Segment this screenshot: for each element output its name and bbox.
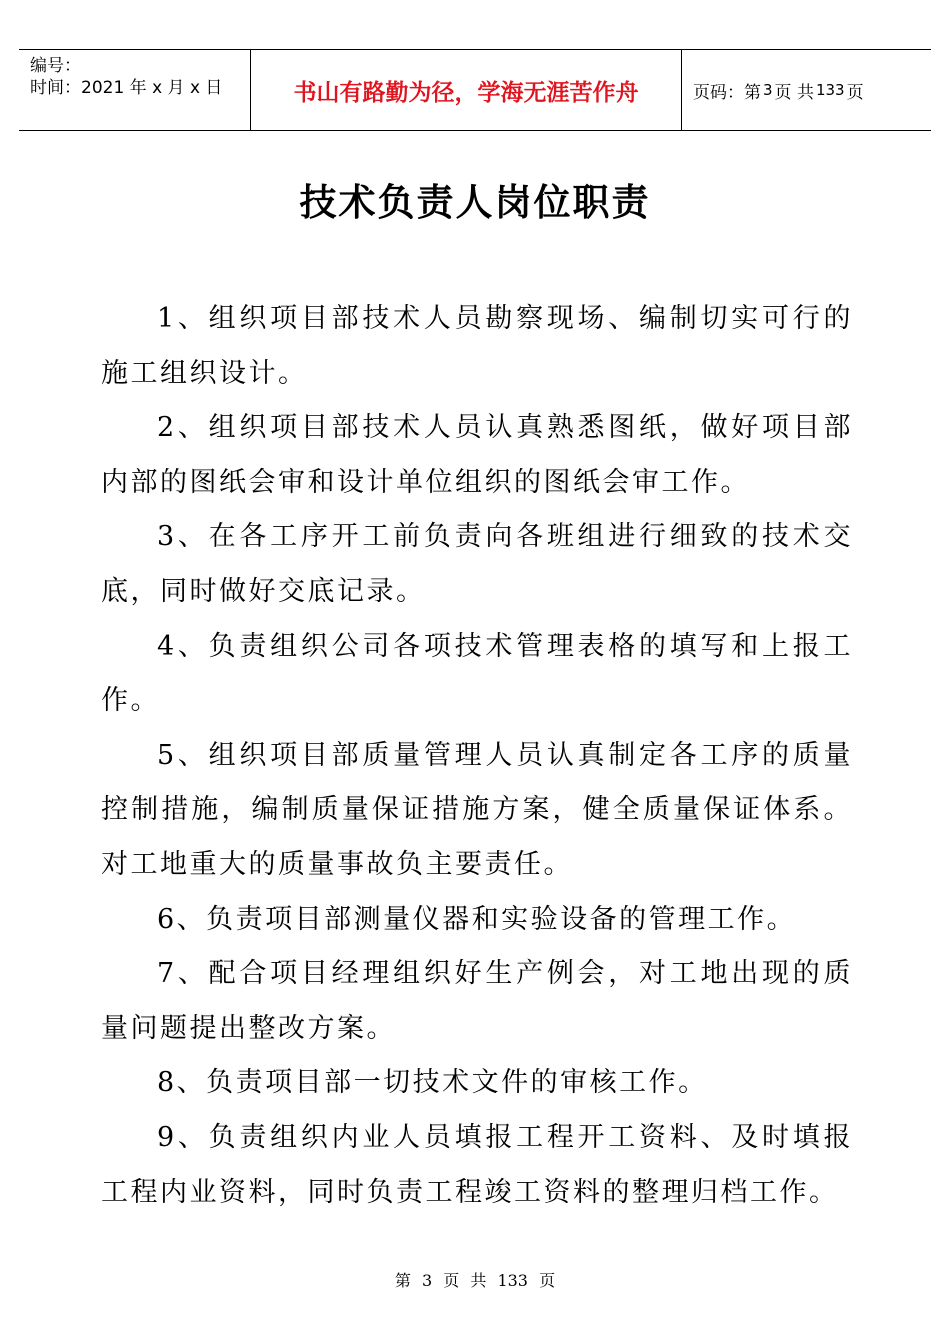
page-label-middle: 页 共 <box>774 82 814 103</box>
header-motto: 书山有路勤为径，学海无涯苦作舟 <box>251 50 682 130</box>
duty-item-8: 8、负责项目部一切技术文件的审核工作。 <box>157 1067 708 1099</box>
doc-time-label: 时间：2021 年 x 月 x 日 <box>30 78 223 98</box>
page-current: 3 <box>763 81 773 99</box>
doc-number-label: 编号： <box>30 56 81 76</box>
duty-item-4: 4、负责组织公司各项技术管理表格的填写和上报工作。 <box>101 630 853 717</box>
duty-item-2: 2、组织项目部技术人员认真熟悉图纸，做好项目部内部的图纸会审和设计单位组织的图纸会审工作。 <box>101 412 853 498</box>
page-footer: 第 3 页 共 133 页 <box>394 1271 556 1290</box>
page-label-suffix: 页 <box>846 82 864 103</box>
document-header <box>19 49 931 131</box>
duty-item-6: 6、负责项目部测量仪器和实验设备的管理工作。 <box>157 903 797 935</box>
duty-item-7: 7、配合项目经理组织好生产例会，对工地出现的质量问题提出整改方案。 <box>101 958 853 1044</box>
page-total: 133 <box>815 81 845 99</box>
header-page-info <box>682 50 931 130</box>
duty-item-3: 3、在各工序开工前负责向各班组进行细致的技术交底，同时做好交底记录。 <box>101 521 853 607</box>
page-title: 技术负责人岗位职责 <box>299 181 651 224</box>
duty-list <box>101 292 853 1220</box>
duty-item-5: 5、组织项目部质量管理人员认真制定各工序的质量控制措施，编制质量保证措施方案，健全质量保证体系。对工地重大的质量事故负主要责任。 <box>101 739 853 880</box>
duty-item-9: 9、负责组织内业人员填报工程开工资料、及时填报工程内业资料，同时负责工程竣工资料的整理归档工作。 <box>101 1121 853 1208</box>
page-label-prefix: 页码：第 <box>693 82 761 103</box>
header-meta <box>19 50 251 130</box>
duty-item-1: 1、组织项目部技术人员勘察现场、编制切实可行的施工组织设计。 <box>101 303 853 389</box>
